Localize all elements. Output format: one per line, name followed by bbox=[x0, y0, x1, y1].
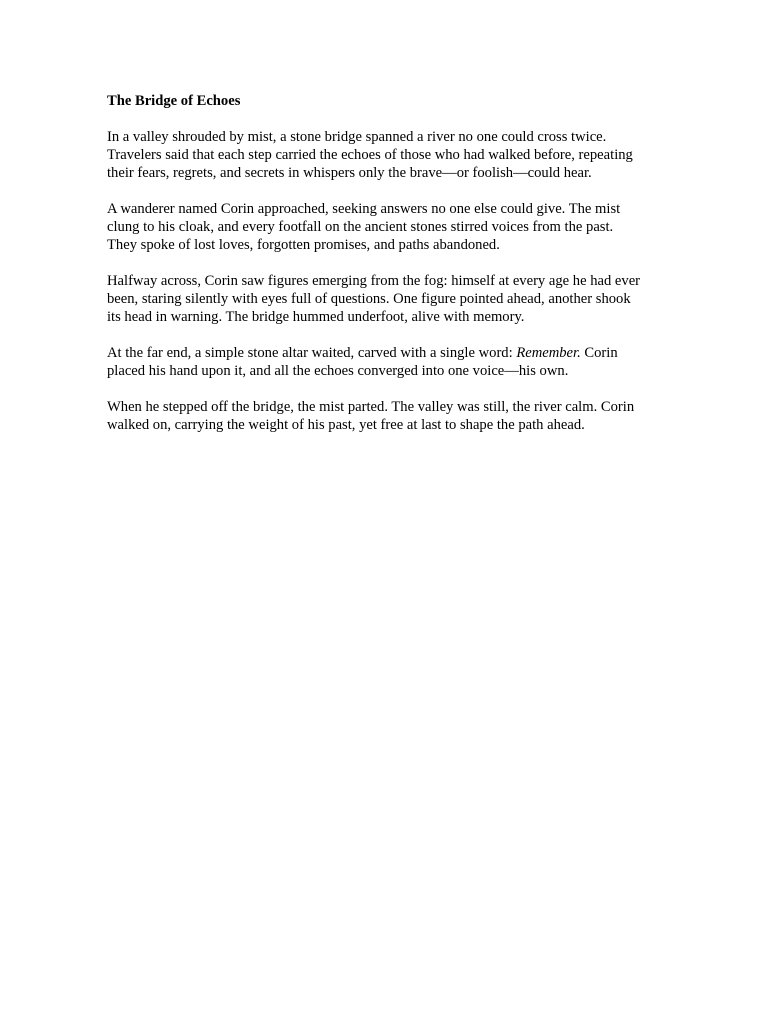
line-text: At the far end, a simple stone altar waited, carved with a single word: bbox=[107, 345, 517, 361]
paragraph-line: been, staring silently with eyes full of questions. One figure pointed ahead, another shook bbox=[107, 291, 631, 307]
paragraph-1 bbox=[107, 128, 667, 182]
paragraph-line: A wanderer named Corin approached, seeking answers no one else could give. The mist bbox=[107, 201, 621, 217]
paragraph-line: Travelers said that each step carried the echoes of those who had walked before, repeating bbox=[107, 147, 633, 163]
document-title: The Bridge of Echoes bbox=[107, 93, 241, 109]
paragraph-line: Halfway across, Corin saw figures emerging from the fog: himself at every age he had ever bbox=[107, 273, 641, 289]
line-text: Corin bbox=[580, 345, 618, 361]
paragraph-3 bbox=[107, 272, 667, 326]
paragraph-line: In a valley shrouded by mist, a stone bridge spanned a river no one could cross twice. bbox=[107, 129, 607, 145]
paragraph-line: When he stepped off the bridge, the mist parted. The valley was still, the river calm. Corin bbox=[107, 399, 635, 415]
paragraph-4 bbox=[107, 344, 667, 380]
document-body bbox=[107, 92, 667, 452]
paragraph-line: They spoke of lost loves, forgotten promises, and paths abandoned. bbox=[107, 237, 500, 253]
paragraph-line bbox=[107, 344, 667, 362]
paragraph-5 bbox=[107, 398, 667, 434]
paragraph-2 bbox=[107, 200, 667, 254]
paragraph-line: placed his hand upon it, and all the echoes converged into one voice—his own. bbox=[107, 363, 569, 379]
paragraph-line: walked on, carrying the weight of his past, yet free at last to shape the path ahead. bbox=[107, 417, 585, 433]
paragraph-line: its head in warning. The bridge hummed underfoot, alive with memory. bbox=[107, 309, 525, 325]
emphasized-word: Remember. bbox=[516, 345, 581, 361]
paragraph-line: their fears, regrets, and secrets in whispers only the brave—or foolish—could hear. bbox=[107, 165, 592, 181]
paragraph-line: clung to his cloak, and every footfall on the ancient stones stirred voices from the past. bbox=[107, 219, 614, 235]
